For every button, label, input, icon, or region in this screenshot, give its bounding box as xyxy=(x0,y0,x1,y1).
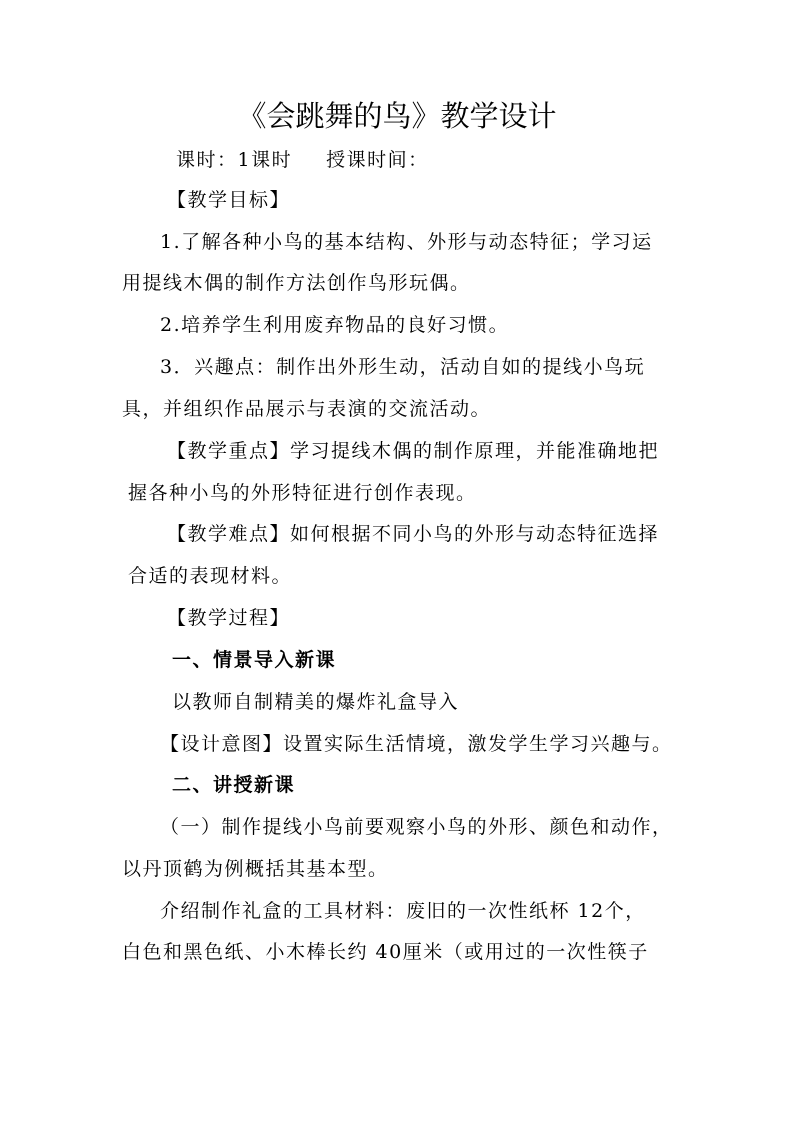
key-point-line-2: 握各种小鸟的外形特征进行创作表现。 xyxy=(128,482,477,504)
objective-2: 2.培养学生利用废弃物品的良好习惯。 xyxy=(160,314,510,336)
objective-1-line-1: 1.了解各种小鸟的基本结构、外形与动态特征；学习运 xyxy=(160,231,653,253)
lesson-time: 授课时间： xyxy=(326,149,429,171)
materials-line-2: 白色和黑色纸、小木棒长约 40厘米（或用过的一次性筷子 xyxy=(122,941,649,963)
difficulty-line-2: 合适的表现材料。 xyxy=(128,565,293,587)
key-point-line-1: 【教学重点】学习提线木偶的制作原理，并能准确地把 xyxy=(167,440,660,462)
materials-line-1: 介绍制作礼盒的工具材料：废旧的一次性纸杯 12个， xyxy=(160,900,646,922)
part-1-design-intent: 【设计意图】设置实际生活情境，激发学生学习兴趣与。 xyxy=(160,733,673,755)
process-heading: 【教学过程】 xyxy=(167,607,291,629)
objective-1-line-2: 用提线木偶的制作方法创作鸟形玩偶。 xyxy=(122,272,471,294)
objectives-heading: 【教学目标】 xyxy=(167,189,291,211)
lesson-meta xyxy=(176,148,429,172)
part-2-sub-1-line-2: 以丹顶鹤为例概括其基本型。 xyxy=(122,858,389,880)
part-1-text: 以教师自制精美的爆炸礼盒导入 xyxy=(172,691,460,713)
part-1-heading: 一、情景导入新课 xyxy=(172,649,337,671)
objective-3-line-1: 3．兴趣点：制作出外形生动，活动自如的提线小鸟玩 xyxy=(160,356,646,378)
difficulty-line-1: 【教学难点】如何根据不同小鸟的外形与动态特征选择 xyxy=(167,523,660,545)
lesson-period: 课时：1课时 xyxy=(176,149,293,171)
part-2-heading: 二、讲授新课 xyxy=(172,774,296,796)
part-2-sub-1-line-1: （一）制作提线小鸟前要观察小鸟的外形、颜色和动作， xyxy=(160,816,673,838)
objective-3-line-2: 具，并组织作品展示与表演的交流活动。 xyxy=(122,398,492,420)
document-title: 《会跳舞的鸟》教学设计 xyxy=(237,99,557,133)
